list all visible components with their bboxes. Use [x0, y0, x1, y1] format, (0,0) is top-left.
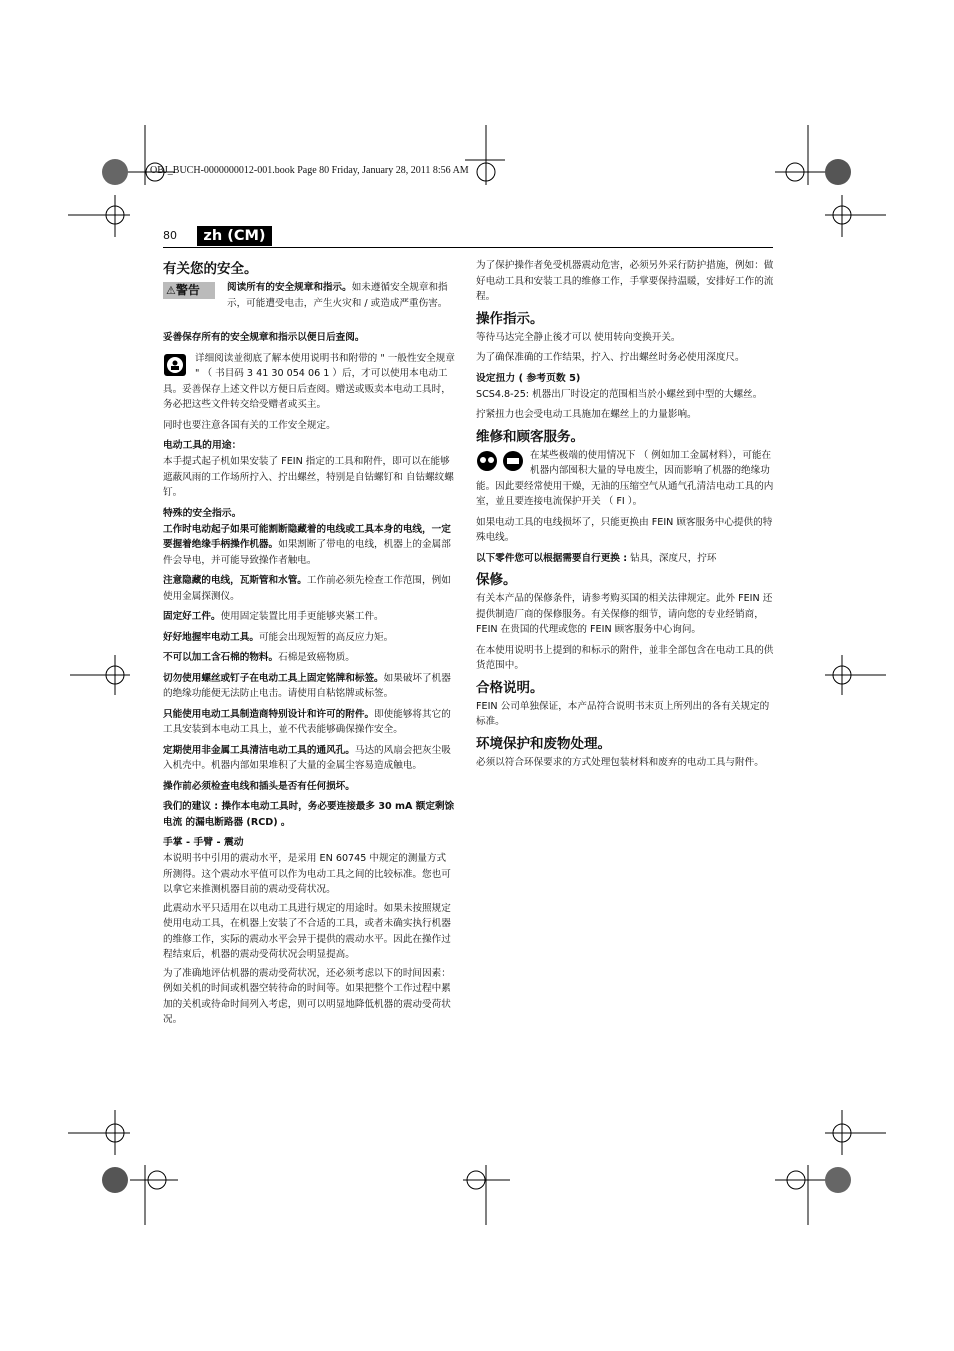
warranty-text: 在本使用说明书上提到的和标示的附件，並非全部包含在电动工具的供货范围中。: [476, 644, 774, 671]
safety-item-text: 可能会出现短暂的高反应力矩。: [258, 631, 394, 643]
safety-item: [163, 743, 455, 774]
safety-item-bold: 工作时电动起子如果可能割断隐藏着的电线或工具本身的电线，一定要握着绝缘手柄操作机器。: [163, 523, 451, 550]
vibration-section: [163, 851, 455, 1028]
heading-warranty: 保修。: [476, 572, 517, 588]
warning-bold: 阅读所有的安全规章和指示。: [227, 282, 352, 293]
vibration-protection: 为了保护操作者免受机器震动危害，必须另外采行防护措施，例如：做好电动工具和安装工具的维修工作，手掌要保持温暖，安排好工作的流程。: [476, 260, 774, 302]
heading-maintenance: 维修和顾客服务。: [476, 428, 584, 445]
heading-special-safety: 特殊的安全指示。: [163, 507, 242, 519]
warning-triangle-icon: ⚠: [166, 284, 176, 297]
safety-item: [163, 671, 455, 702]
safety-item-bold: 操作前必须检查电线和插头是否有任何损坏。: [163, 780, 355, 792]
warning-badge: [163, 282, 215, 299]
safety-item: [163, 650, 455, 666]
maintenance-paragraph: 在某些极端的使用情况下 （ 例如加工金属材料），可能在机器内部囤积大量的导电废尘，因而影响了机器的绝缘功能。因此要经常使用干燥，无油的压缩空气从通气孔清洁电动工具的内室，並且要连接电流保护开关 （ FI ）。: [476, 449, 774, 507]
read-manual-icon: [163, 353, 187, 377]
safety-item-bold: 定期使用非金属工具清洁电动工具的通风孔。: [163, 744, 355, 756]
language-badge: zh (CM): [197, 226, 272, 246]
safety-item: [163, 630, 455, 646]
header-rule: [163, 247, 773, 248]
heading-operating: 操作指示。: [476, 310, 544, 327]
safety-item-text: 使用固定装置比用手更能够夹紧工件。: [220, 611, 384, 622]
safety-item-bold: 注意隐藏的电线，瓦斯管和水管。: [163, 575, 307, 586]
operating-text: 等待马达完全静止後才可以 使用转向变换开关。: [476, 331, 681, 343]
safety-item-text: 石棉是致癌物质。: [278, 652, 355, 663]
safety-item-text: 工作前必须先检查工作范围，例如使用金属探测仪。: [163, 575, 451, 602]
intended-use-text: 本手提式起子机如果安装了 FEIN 指定的工具和附件，即可以在能够遮蔽风雨的工作场所拧入、拧出螺丝，特别是自钻螺钉和 自钻螺纹螺钉。: [163, 456, 454, 498]
right-column: [476, 258, 774, 775]
keep-instructions: 妥善保存所有的安全规章和指示以便日后查阅。: [163, 332, 365, 343]
heading-safety: 有关您的安全。: [163, 261, 258, 277]
heading-conformity: 合格说明。: [476, 679, 544, 696]
heading-environment: 环境保护和废物处理。: [476, 735, 611, 752]
conformity-text: FEIN 公司单独保证，本产品符合说明书末页上所列出的各有关规定的标准。: [476, 700, 770, 727]
warning-text: 如未遵循安全规章和指示，可能遭受电击，产生火灾和 / 或造成严重伤害。: [227, 282, 448, 309]
safety-item: [163, 573, 455, 604]
safety-item-bold: 不可以加工含石棉的物料。: [163, 652, 279, 663]
environment-text: 必须以符合环保要求的方式处理包装材料和废弃的电动工具与附件。: [476, 756, 764, 768]
safety-item: [163, 707, 455, 738]
file-info-line: OBJ_BUCH-0000000012-001.book Page 80 Friday, January 28, 2011 8:56 AM: [150, 165, 469, 176]
safety-item-bold: 只能使用电动工具制造商特别设计和许可的附件。: [163, 708, 375, 720]
operating-text: 为了确保准确的工作结果，拧入、拧出螺丝时务必使用深度尺。: [476, 352, 745, 363]
warning-label: 警告: [175, 283, 200, 297]
safety-item-bold: 切勿使用螺丝或钉子在电动工具上固定铭牌和标签。: [163, 672, 384, 684]
torque-text: 拧紧扭力也会受电动工具施加在螺丝上的力量影响。: [476, 409, 697, 420]
vibration-paragraph: 为了准确地评估机器的震动受荷状况，还必须考虑以下的时间因素：例如关机的时间或机器空转待命的时间等。如果把整个工作过程中累加的关机或待命时间列入考虑，则可以明显地降低机器的震动受荷状况。: [163, 967, 451, 1025]
national-rules: 同时也要注意各国有关的工作安全规定。: [163, 419, 336, 431]
heading-torque: 设定扭力 ( 参考页数 5): [476, 372, 581, 384]
safety-item: [163, 522, 455, 569]
vibration-paragraph: 此震动水平只适用在以电动工具进行规定的用途时。如果未按照规定使用电动工具，在机器上安装了不合适的工具，或者未确实执行机器的维修工作，实际的震动水平会异于提供的震动水平。因此在操作过程结束后，机器的震动受荷状况会明显提高。: [163, 902, 451, 960]
heading-vibration: 手掌 - 手臂 - 震动: [163, 837, 244, 848]
safety-item-text: 即使能够将其它的工具安装到本电动工具上，並不代表能够确保操作安全。: [163, 708, 451, 735]
replaceable-parts-bold: 以下零件您可以根据需要自行更换 :: [476, 552, 628, 564]
safety-item-text: 如果破坏了机器的绝缘功能便无法防止电击。请使用自粘铭牌或标签。: [163, 672, 451, 699]
safety-item-bold: 固定好工件。: [163, 611, 221, 622]
safety-item: [163, 609, 455, 625]
safety-item-bold: 好好地握牢电动工具。: [163, 631, 259, 643]
safety-recommendation: 我们的建议 : 操作本电动工具时，务必要连接最多 30 mA 额定剩馀电流 的漏电断路器 (RCD) 。: [163, 801, 455, 828]
safety-item-text: 马达的风扇会把灰尘吸入机壳中。机器内部如果堆积了大量的金属尘容易造成触电。: [163, 744, 451, 771]
eye-protection-icon: [476, 450, 524, 472]
left-column: [163, 258, 455, 1031]
vibration-paragraph: 本说明书中引用的震动水平，是采用 EN 60745 中规定的测量方式所测得。这个震动水平值可以作为电动工具之间的比较标准。您也可以拿它来推测机器目前的震动受荷状况。: [163, 853, 451, 895]
warning-block: [163, 280, 455, 326]
heading-intended-use: 电动工具的用途：: [163, 440, 242, 451]
maintenance-text: [476, 448, 774, 510]
replaceable-parts-text: 钻具，深度尺，拧环: [627, 552, 717, 564]
safety-item-text: 如果割断了带电的电线，机器上的金属部件会导电，并可能导致操作者触电。: [163, 539, 451, 566]
maintenance-text: 如果电动工具的电线损坏了，只能更换由 FEIN 顾客服务中心提供的特殊电线。: [476, 516, 773, 543]
read-manual-text: 详细阅读並彻底了解本使用说明书和附带的 " 一般性安全规章 " （ 书目码 3 41 30 054 06 1 ）后，才可以使用本电动工具。妥善保存上述文件以方便日后查阅。赠送或贩卖本电动工具时，务必把这些文件转交给受赠者或买主。: [163, 352, 455, 410]
torque-text: SCS4.8-25: 机器出厂时设定的范围相当於小螺丝到中型的大螺丝。: [476, 388, 763, 400]
replaceable-parts: [476, 551, 774, 567]
page-number: 80: [163, 229, 177, 242]
service-icons: [476, 450, 524, 478]
warranty-text: 有关本产品的保修条件，请参考购买国的相关法律规定。此外 FEIN 还提供制造厂商的保修服务。有关保修的细节，请向您的专业经销商，FEIN 在贵国的代理或您的 FEIN 顾客服务中心询问。: [476, 593, 773, 635]
read-manual-block: [163, 351, 455, 413]
